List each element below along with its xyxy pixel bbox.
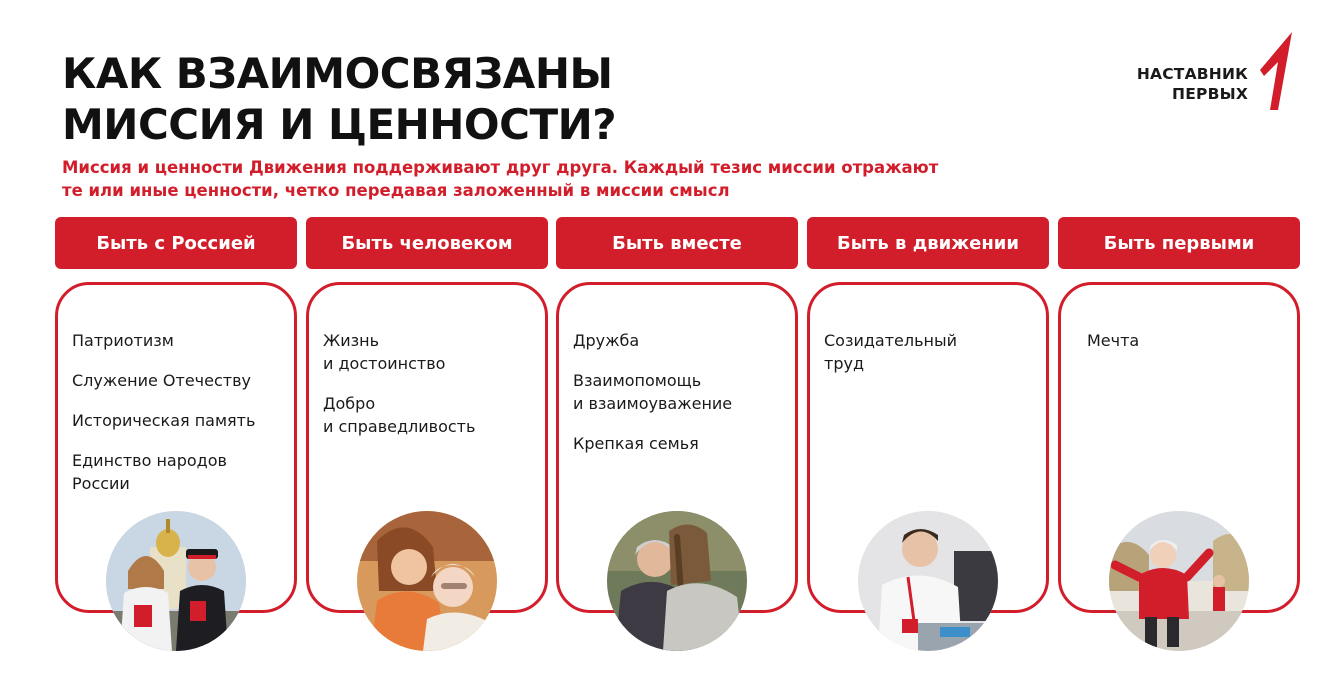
value-item xyxy=(573,432,785,455)
brand-logo-line-1: НАСТАВНИК xyxy=(1136,65,1248,83)
value-line: Единство народов xyxy=(72,451,227,470)
values-list xyxy=(323,329,535,455)
brand-logo-line-2: ПЕРВЫХ xyxy=(1172,85,1248,103)
values-list xyxy=(824,329,1036,392)
value-line: Историческая память xyxy=(72,411,256,430)
value-item xyxy=(72,369,284,392)
value-line: Дружба xyxy=(573,331,640,350)
photo-girl-red-jacket-outdoors xyxy=(1109,511,1249,651)
column-first xyxy=(1058,217,1302,617)
value-line: Жизнь xyxy=(323,331,380,350)
value-line: Служение Отечеству xyxy=(72,371,251,390)
photo-girl-hugging-grandmother xyxy=(357,511,497,651)
page-subtitle-line-2: те или иные ценности, четко передавая заложенный в миссии смысл xyxy=(62,181,730,200)
column-heading: Быть человеком xyxy=(306,217,548,269)
value-item xyxy=(323,392,535,438)
value-line: и достоинство xyxy=(323,354,446,373)
value-item xyxy=(573,329,785,352)
value-item xyxy=(824,329,1036,375)
column-heading: Быть вместе xyxy=(556,217,798,269)
column-together xyxy=(556,217,800,617)
red-arrow-one-icon xyxy=(1248,32,1294,112)
value-item xyxy=(573,369,785,415)
page-title-line-2: МИССИЯ И ЦЕННОСТИ? xyxy=(62,100,617,149)
values-list xyxy=(573,329,785,472)
values-card xyxy=(306,282,548,613)
value-line: Крепкая семья xyxy=(573,434,699,453)
values-card xyxy=(556,282,798,613)
value-line: Добро xyxy=(323,394,376,413)
page-subtitle-line-1: Миссия и ценности Движения поддерживают друг друга. Каждый тезис миссии отражают xyxy=(62,158,939,177)
page-subtitle xyxy=(62,156,938,202)
photo-volunteer-at-table xyxy=(858,511,998,651)
values-card xyxy=(807,282,1049,613)
value-line: и взаимоуважение xyxy=(573,394,733,413)
column-heading: Быть в движении xyxy=(807,217,1049,269)
column-russia xyxy=(55,217,299,617)
value-line: Мечта xyxy=(1087,331,1140,350)
photo-cadets-with-church xyxy=(106,511,246,651)
value-item xyxy=(72,329,284,352)
brand-logo-text xyxy=(1137,64,1248,104)
page-title-line-1: КАК ВЗАИМОСВЯЗАНЫ xyxy=(62,49,613,98)
value-item xyxy=(72,449,284,495)
value-line: и справедливость xyxy=(323,417,476,436)
value-item xyxy=(72,409,284,432)
value-item xyxy=(323,329,535,375)
brand-logo xyxy=(1100,32,1300,112)
value-line: России xyxy=(72,474,130,493)
value-line: Взаимопомощь xyxy=(573,371,702,390)
values-list xyxy=(72,329,284,512)
values-card xyxy=(1058,282,1300,613)
page-title xyxy=(62,48,616,150)
values-list xyxy=(1087,329,1287,369)
column-heading: Быть первыми xyxy=(1058,217,1300,269)
values-card xyxy=(55,282,297,613)
value-line: Созидательный xyxy=(824,331,958,350)
value-line: труд xyxy=(824,354,865,373)
column-heading: Быть с Россией xyxy=(55,217,297,269)
value-line: Патриотизм xyxy=(72,331,174,350)
column-human xyxy=(306,217,550,617)
photo-people-hugging xyxy=(607,511,747,651)
value-item xyxy=(1087,329,1287,352)
column-movement xyxy=(807,217,1051,617)
